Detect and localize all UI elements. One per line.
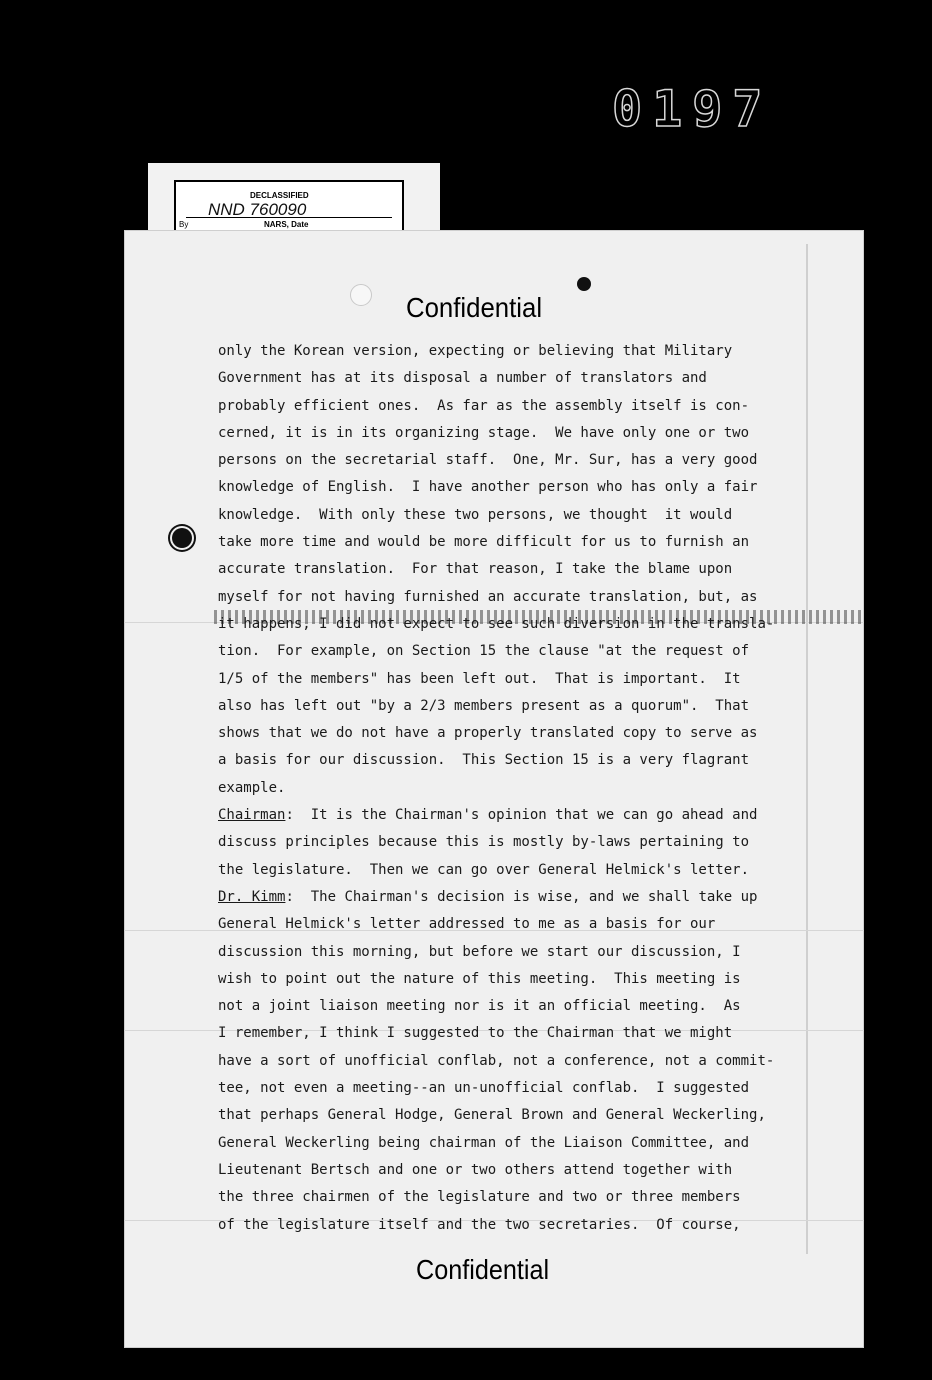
confidential-header-stamp: Confidential — [406, 292, 543, 323]
text-line: General Weckerling being chairman of the Liaison Committee, and — [218, 1134, 750, 1151]
punch-hole — [350, 284, 372, 306]
declassification-stamp-card — [148, 163, 440, 238]
text-line: tion. For example, on Section 15 the clause "at the request of — [218, 643, 750, 660]
ink-spot — [577, 277, 591, 291]
speaker-text: : The Chairman's decision is wise, and we shall take up — [285, 888, 758, 905]
frame-number: 0197 — [612, 80, 773, 138]
text-line: example. — [218, 779, 286, 796]
stamp-authority: NND 760090 — [208, 200, 307, 219]
text-line: General Helmick's letter addressed to me as a basis for our — [218, 916, 716, 933]
text-line: shows that we do not have a properly translated copy to serve as — [218, 725, 758, 742]
stamp-declassified-label: DECLASSIFIED — [250, 191, 309, 200]
speaker-text: : It is the Chairman's opinion that we can go ahead and — [285, 807, 758, 824]
text-line: it happens, I did not expect to see such diversion in the transla- — [218, 615, 775, 632]
speaker-name: Dr. Kimm — [218, 888, 286, 905]
text-line: 1/5 of the members" has been left out. That is important. It — [218, 670, 741, 687]
stamp-nars-date-label: NARS, Date — [264, 220, 309, 229]
text-line: the three chairmen of the legislature and two or three members — [218, 1189, 741, 1206]
text-line: wish to point out the nature of this meeting. This meeting is — [218, 970, 741, 987]
speaker-name: Chairman — [218, 807, 286, 824]
speaker-line — [218, 802, 818, 829]
confidential-footer-stamp: Confidential — [416, 1254, 550, 1285]
declassification-stamp — [174, 180, 404, 232]
text-line: myself for not having furnished an accurate translation, but, as — [218, 588, 758, 605]
text-line: discussion this morning, but before we start our discussion, I — [218, 943, 741, 960]
text-line: cerned, it is in its organizing stage. We have only one or two — [218, 424, 750, 441]
text-line: the legislature. Then we can go over General Helmick's letter. — [218, 861, 750, 878]
text-line: discuss principles because this is mostly by-laws pertaining to — [218, 834, 750, 851]
speaker-line — [218, 884, 818, 911]
document-body — [218, 338, 818, 1239]
stamp-signature-line — [186, 217, 392, 218]
text-line: have a sort of unofficial conflab, not a conference, not a commit- — [218, 1052, 775, 1069]
document-page — [124, 230, 864, 1348]
text-line: that perhaps General Hodge, General Brown and General Weckerling, — [218, 1107, 766, 1124]
text-line: of the legislature itself and the two secretaries. Of course, — [218, 1216, 741, 1233]
text-line: a basis for our discussion. This Section 15 is a very flagrant — [218, 752, 750, 769]
text-line: accurate translation. For that reason, I take the blame upon — [218, 561, 733, 578]
text-line: tee, not even a meeting--an un-unofficial conflab. I suggested — [218, 1080, 750, 1097]
text-line: also has left out "by a 2/3 members present as a quorum". That — [218, 697, 750, 714]
text-line: Government has at its disposal a number of translators and — [218, 370, 707, 387]
text-line: not a joint liaison meeting nor is it an official meeting. As — [218, 998, 741, 1015]
text-line: knowledge of English. I have another person who has only a fair — [218, 479, 758, 496]
binding-hole-blot — [172, 528, 192, 548]
text-line: take more time and would be more difficult for us to furnish an — [218, 534, 750, 551]
text-line: persons on the secretarial staff. One, Mr. Sur, has a very good — [218, 452, 758, 469]
text-line: knowledge. With only these two persons, we thought it would — [218, 506, 733, 523]
text-line: probably efficient ones. As far as the assembly itself is con- — [218, 397, 750, 414]
text-line: I remember, I think I suggested to the Chairman that we might — [218, 1025, 733, 1042]
stamp-by-label: By — [179, 220, 189, 229]
text-line: Lieutenant Bertsch and one or two others attend together with — [218, 1161, 733, 1178]
text-line: only the Korean version, expecting or believing that Military — [218, 343, 733, 359]
